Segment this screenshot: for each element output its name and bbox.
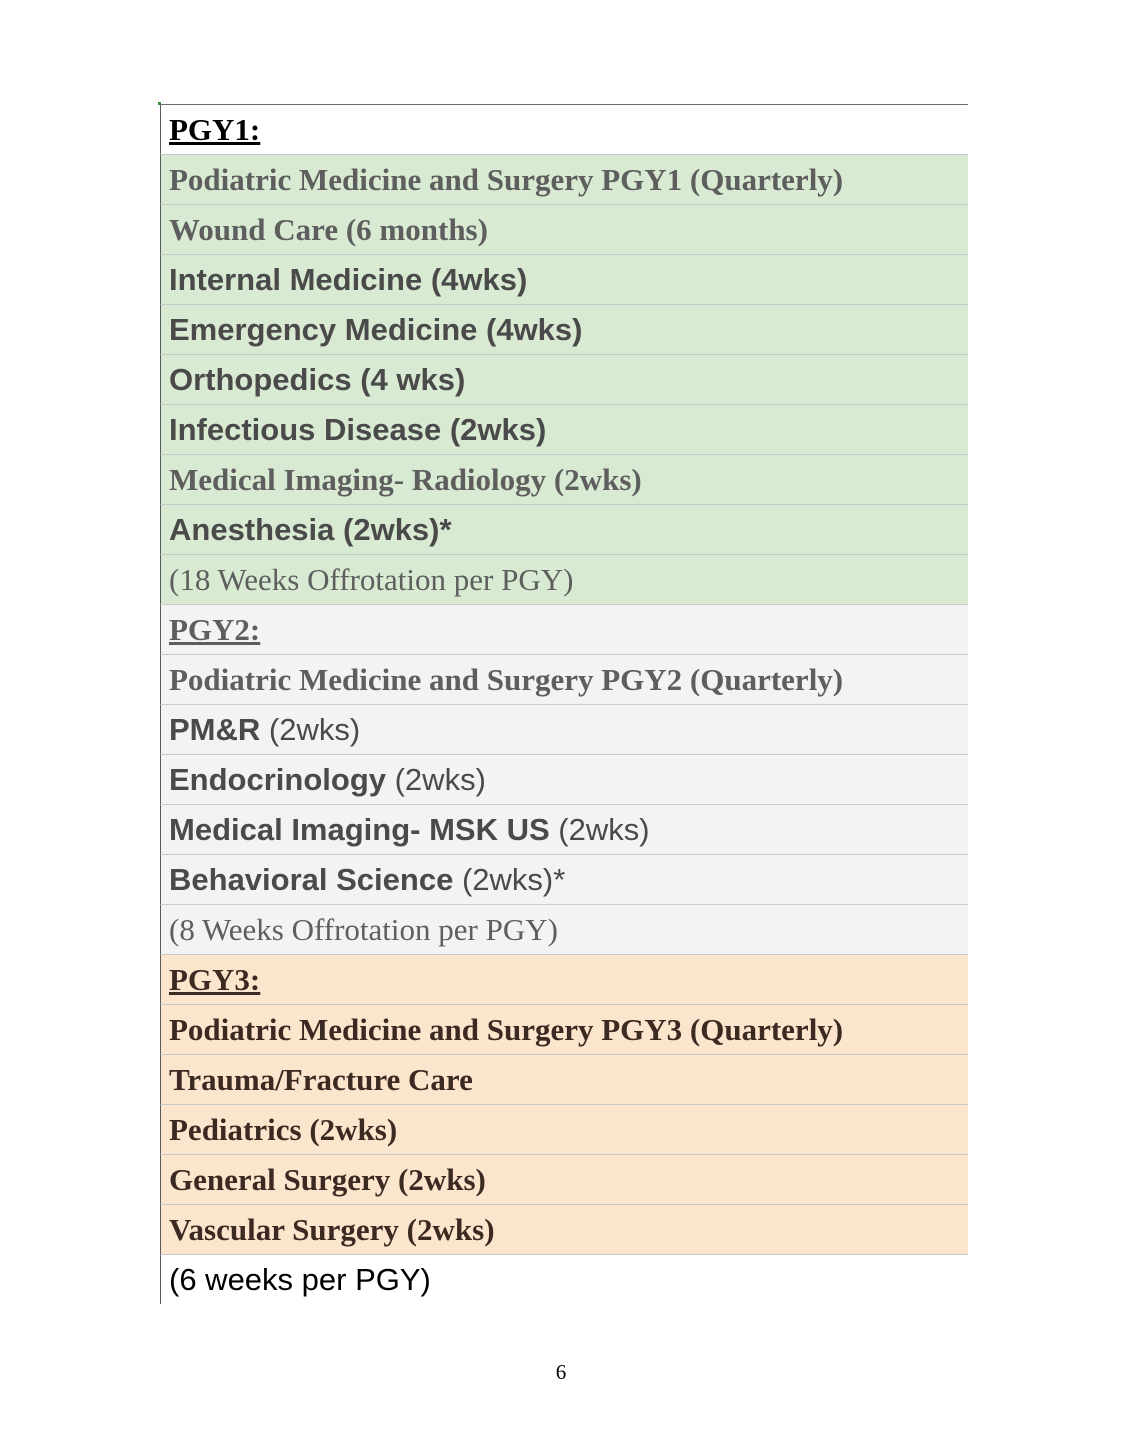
pgy2-rotation-msk-us-duration: (2wks) bbox=[549, 812, 650, 847]
pgy1-rotation-wound-care: Wound Care (6 months) bbox=[169, 212, 488, 247]
rotation-schedule-table bbox=[160, 104, 968, 1304]
pgy2-row bbox=[160, 805, 968, 855]
pgy2-row bbox=[160, 655, 968, 705]
pgy1-row bbox=[160, 405, 968, 455]
pgy3-row bbox=[160, 1155, 968, 1205]
pgy3-heading-text: PGY3: bbox=[169, 962, 261, 997]
pgy3-rotation-pediatrics: Pediatrics (2wks) bbox=[169, 1112, 398, 1147]
pgy1-rotation-anesthesia: Anesthesia (2wks)* bbox=[169, 512, 452, 547]
pgy1-rotation-internal-medicine: Internal Medicine (4wks) bbox=[169, 262, 528, 297]
pgy2-rotation-behavioral-name: Behavioral Science bbox=[169, 862, 454, 897]
pgy3-rotation-general-surgery: General Surgery (2wks) bbox=[169, 1162, 486, 1197]
pgy3-heading bbox=[160, 955, 968, 1005]
pgy2-rotation-msk-us-name: Medical Imaging- MSK US bbox=[169, 812, 550, 847]
pgy1-row bbox=[160, 455, 968, 505]
pgy2-row bbox=[160, 705, 968, 755]
pgy2-rotation-pmr-duration: (2wks) bbox=[260, 712, 361, 747]
pgy1-rotation-infectious-disease: Infectious Disease (2wks) bbox=[169, 412, 547, 447]
page-number: 6 bbox=[555, 1360, 567, 1384]
pgy1-rotation-orthopedics: Orthopedics (4 wks) bbox=[169, 362, 466, 397]
pgy2-offrotation-note: (8 Weeks Offrotation per PGY) bbox=[169, 912, 558, 947]
pgy1-row bbox=[160, 355, 968, 405]
pgy1-rotation-podiatric: Podiatric Medicine and Surgery PGY1 (Quarterly) bbox=[169, 162, 844, 197]
pgy1-row bbox=[160, 155, 968, 205]
pgy1-heading-text: PGY1: bbox=[169, 112, 261, 147]
pgy3-row bbox=[160, 1205, 968, 1255]
pgy2-rotation-endocrinology-name: Endocrinology bbox=[169, 762, 386, 797]
pgy1-note-row bbox=[160, 555, 968, 605]
pgy3-rotation-trauma: Trauma/Fracture Care bbox=[169, 1062, 473, 1097]
pgy3-row bbox=[160, 1105, 968, 1155]
pgy1-row bbox=[160, 305, 968, 355]
pgy2-rotation-behavioral-duration: (2wks)* bbox=[453, 862, 566, 897]
pgy2-rotation-podiatric: Podiatric Medicine and Surgery PGY2 (Quarterly) bbox=[169, 662, 844, 697]
pgy1-row bbox=[160, 505, 968, 555]
pgy2-note-row bbox=[160, 905, 968, 955]
pgy2-row bbox=[160, 755, 968, 805]
pgy2-heading-text: PGY2: bbox=[169, 612, 261, 647]
pgy2-rotation-pmr-name: PM&R bbox=[169, 712, 261, 747]
pgy3-rotation-podiatric: Podiatric Medicine and Surgery PGY3 (Quarterly) bbox=[169, 1012, 844, 1047]
pgy2-rotation-endocrinology-duration: (2wks) bbox=[386, 762, 486, 797]
pgy3-rotation-vascular-surgery: Vascular Surgery (2wks) bbox=[169, 1212, 495, 1247]
pgy1-row bbox=[160, 205, 968, 255]
pgy1-rotation-radiology: Medical Imaging- Radiology (2wks) bbox=[169, 462, 642, 497]
pgy3-row bbox=[160, 1005, 968, 1055]
pgy3-row bbox=[160, 1055, 968, 1105]
pgy2-row bbox=[160, 855, 968, 905]
pgy1-row bbox=[160, 255, 968, 305]
pgy1-rotation-emergency-medicine: Emergency Medicine (4wks) bbox=[169, 312, 583, 347]
pgy3-note-row bbox=[160, 1255, 968, 1304]
pgy2-heading bbox=[160, 605, 968, 655]
pgy1-offrotation-note: (18 Weeks Offrotation per PGY) bbox=[169, 562, 574, 597]
pgy3-weeks-note: (6 weeks per PGY) bbox=[169, 1262, 431, 1297]
pgy1-heading bbox=[160, 105, 968, 155]
